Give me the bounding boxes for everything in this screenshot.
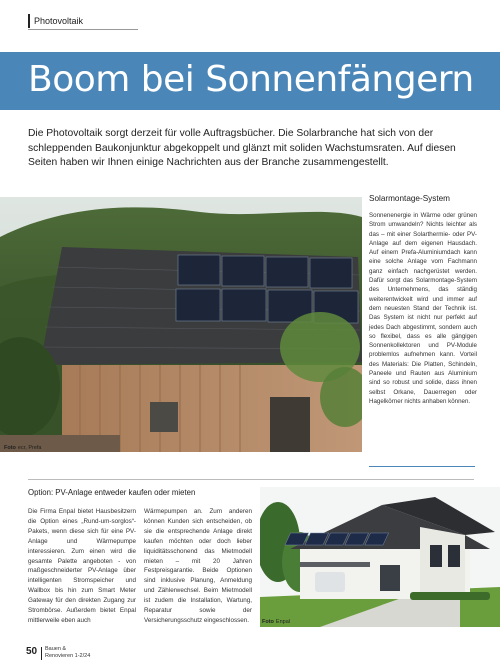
magazine-line-2: Renovieren 1-2/24	[45, 652, 91, 659]
lead-paragraph: Die Photovoltaik sorgt derzeit für volle Auftragsbücher. Die Solarbranche hat sich von der schleppenden Baukonjunktur abgekoppelt und glänzt mit soliden Wachstumsraten. Auf diesen Seiten haben wir Ihnen einige Nachrichten aus der Branche zusammengestellt.	[28, 128, 456, 169]
photo2-caption-label: Foto	[262, 619, 274, 625]
magazine-line-1: Bauen &	[45, 646, 67, 652]
page-number: 50	[26, 646, 38, 657]
photo2-caption	[262, 619, 290, 625]
photo1-caption-source: ecr, Prefa	[17, 445, 42, 451]
enpal-house-illustration	[260, 487, 500, 627]
sidebar-rule	[369, 466, 475, 467]
sidebar-heading: Solarmontage-System	[369, 194, 450, 203]
sidebar-body: Sonnenenergie in Wärme oder grünen Strom umwandeln? Nichts leichter als das – mit einer Solarthermie- oder PV-Anlage auf dem eigenen Hausdach. Auf einem Prefa-Aluminiumdach kann eine solche Anlage vom Fachmann ganz einfach nachgerüstet werden. Dafür sorgt das Solarmontage-System des Unternehmens, das ständig weiterentwickelt wird und immer auf dem neuesten Stand der Technik ist. Das System ist nicht nur perfekt auf jedes Dach abgestimmt, sondern auch so flexibel, dass es alle gängigen Sonnenkollektoren und PV-Module problemlos aufnehmen kann. Vorteil des Materials: Die Platten, Schindeln, Paneele und Rauten aus Aluminium sind so robust und solide, dass ihnen selbst Orkane, Dauerregen oder Hagelkörner nichts anhaben können.	[369, 212, 477, 405]
solar-roof-house-photo	[0, 197, 362, 452]
article2-column-1: Die Firma Enpal bietet Hausbesitzern die Option eines „Rund-um-sorglos“-Pakets, wenn diese sich für eine PV-Anlage und Wärmepumpe interessieren. Zum einen wird die gesamte Palette angeboten - von maßgeschneiderter PV-Anlage über intelligenten Stromspeicher und Wallbox bis hin zum Smart Meter Gateway für den direkten Zugang zur Strombörse. Außerdem bietet Enpal mittlerweile eben auch	[28, 508, 136, 624]
photo1-caption	[4, 445, 42, 451]
magazine-name	[45, 646, 90, 659]
article2-heading: Option: PV-Anlage entweder kaufen oder mieten	[28, 488, 196, 497]
solar-roof-house-illustration	[0, 197, 362, 452]
photo1-caption-label: Foto	[4, 445, 16, 451]
footer-divider	[41, 647, 42, 660]
section-tag-rule	[28, 29, 138, 30]
page-title: Boom bei Sonnenfängern	[28, 59, 474, 100]
enpal-house-photo	[260, 487, 500, 627]
article2-column-2: Wärmepumpen an. Zum anderen können Kunden sich entscheiden, ob sie die entsprechende Anlage direkt kaufen möchten oder doch lieber liquiditätsschonend das Mietmodell mieten – mit 20 Jahren Festpreisgarantie. Beide Optionen sind inklusive Planung, Anmeldung und Zählerwechsel. Beim Mietmodell ist zudem die Installation, Wartung, Reparatur sowie der Versicherungsschutz eingeschlossen.	[144, 508, 252, 624]
section-tag: Photovoltaik	[28, 14, 83, 28]
photo2-caption-source: Enpal	[275, 619, 290, 625]
section-divider	[28, 479, 474, 480]
